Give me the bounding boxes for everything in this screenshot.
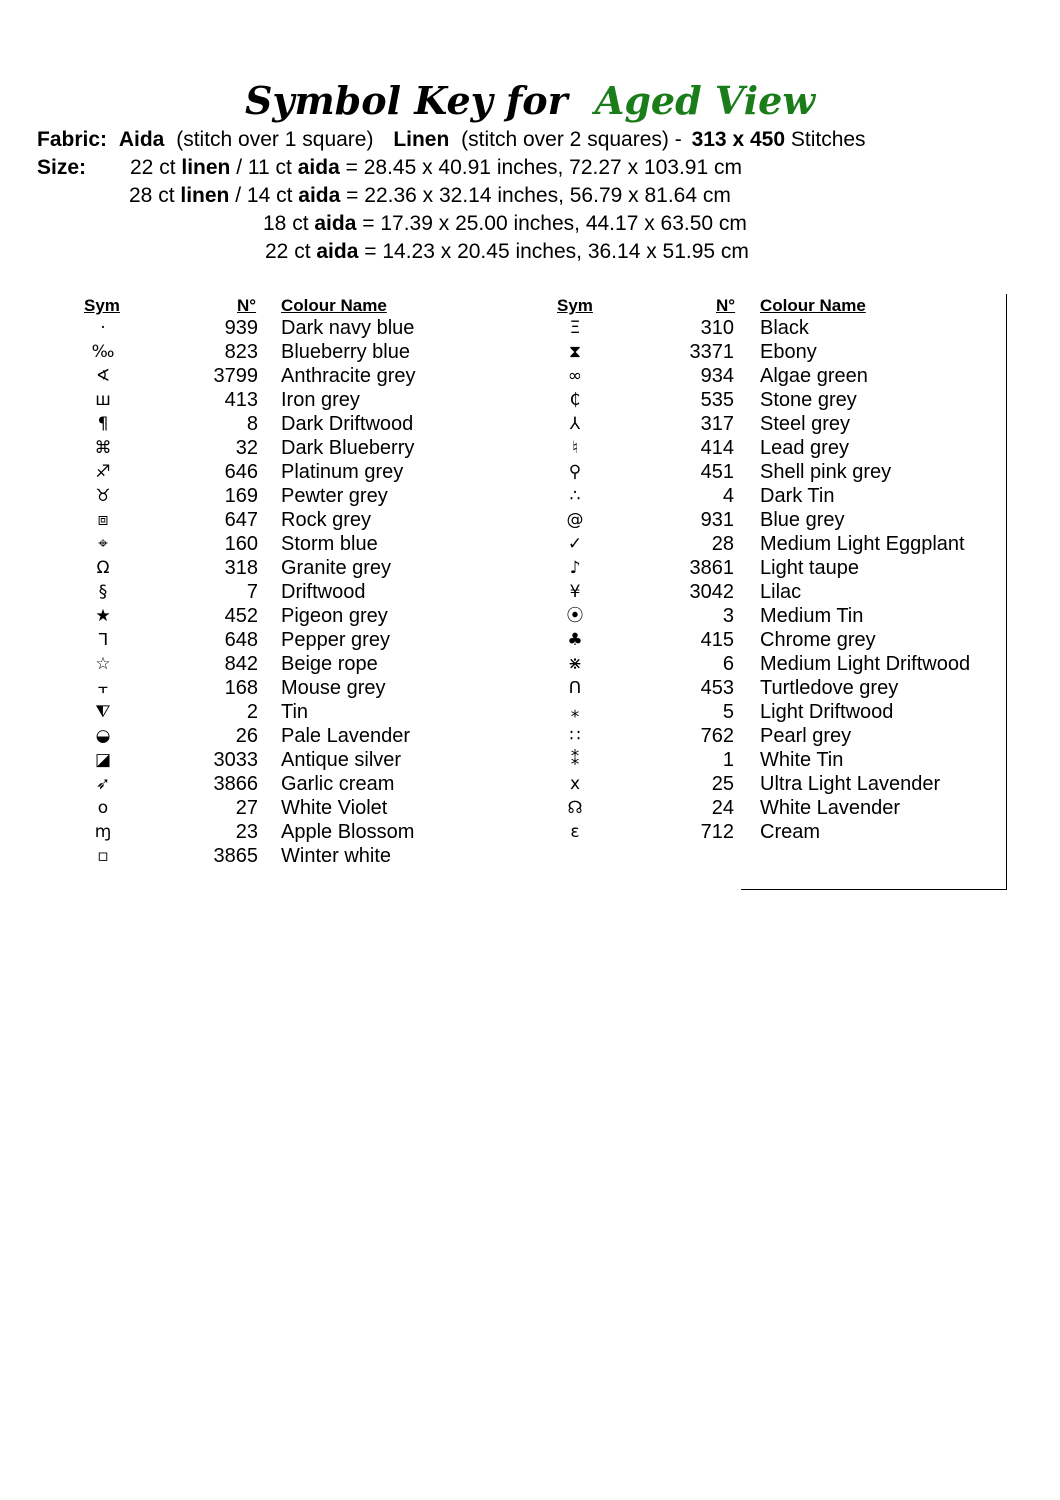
symbol-icon: ⧨ xyxy=(95,702,111,722)
thread-number: 4 xyxy=(722,485,734,507)
thread-number: 8 xyxy=(246,413,258,435)
size-line-1: 22 ct linen / 11 ct aida = 28.45 x 40.91 inches, 72.27 x 103.91 cm xyxy=(130,156,742,179)
colour-name: Rock grey xyxy=(281,509,372,531)
size-line-2: 28 ct linen / 14 ct aida = 22.36 x 32.14 inches, 56.79 x 81.64 cm xyxy=(129,184,731,207)
symbol-icon: ✓ xyxy=(567,534,583,554)
thread-number: 712 xyxy=(700,821,734,843)
thread-number: 842 xyxy=(224,653,258,675)
table-row xyxy=(0,628,1060,652)
thread-number: 939 xyxy=(224,317,258,339)
symbol-icon: ☊ xyxy=(567,798,583,818)
thread-number: 7 xyxy=(246,581,258,603)
colour-name: Black xyxy=(760,317,809,339)
thread-number: 823 xyxy=(224,341,258,363)
symbol-icon: ♣ xyxy=(567,630,583,650)
thread-number: 413 xyxy=(224,389,258,411)
colour-name: Anthracite grey xyxy=(281,365,416,387)
thread-number: 25 xyxy=(711,773,734,795)
symbol-icon: ♐ xyxy=(95,462,111,482)
symbol-icon: x xyxy=(569,774,581,794)
table-row xyxy=(0,676,1060,700)
colour-name: Chrome grey xyxy=(760,629,876,651)
thread-number: 3 xyxy=(722,605,734,627)
colour-name: Granite grey xyxy=(281,557,392,579)
colour-name: Blueberry blue xyxy=(281,341,410,363)
thread-number: 310 xyxy=(700,317,734,339)
thread-number: 3865 xyxy=(213,845,258,867)
colour-name: Ebony xyxy=(760,341,817,363)
right-header-name: Colour Name xyxy=(760,296,866,315)
colour-name: Blue grey xyxy=(760,509,845,531)
symbol-icon: ♪ xyxy=(569,558,581,578)
symbol-icon: ⫟ xyxy=(97,678,109,698)
table-row xyxy=(0,652,1060,676)
colour-name: Winter white xyxy=(281,845,392,867)
fabric-linen-note: (stitch over 2 squares) - xyxy=(461,128,682,151)
thread-number: 2 xyxy=(246,701,258,723)
colour-name: Light Driftwood xyxy=(760,701,894,723)
symbol-icon: ⧗ xyxy=(569,342,581,362)
colour-name: Pigeon grey xyxy=(281,605,388,627)
thread-number: 648 xyxy=(224,629,258,651)
symbol-icon: ¥ xyxy=(569,582,581,602)
colour-name: White Lavender xyxy=(760,797,901,819)
thread-number: 160 xyxy=(224,533,258,555)
symbol-icon: ☆ xyxy=(95,654,111,674)
page-title xyxy=(0,78,1060,124)
symbol-icon: @ xyxy=(566,510,584,530)
symbol-icon: ⁑ xyxy=(570,750,580,770)
thread-number: 934 xyxy=(700,365,734,387)
symbol-icon: ⌘ xyxy=(94,438,112,458)
symbol-icon: ★ xyxy=(95,606,111,626)
symbol-icon: ∞ xyxy=(567,366,583,386)
colour-name: Iron grey xyxy=(281,389,360,411)
table-right-border xyxy=(1006,294,1007,890)
symbol-icon: ∷ xyxy=(569,726,581,746)
table-row xyxy=(0,748,1060,772)
colour-name: Lilac xyxy=(760,581,802,603)
table-row xyxy=(0,436,1060,460)
colour-name: Cream xyxy=(760,821,821,843)
thread-number: 317 xyxy=(700,413,734,435)
thread-number: 3033 xyxy=(213,749,258,771)
symbol-icon: ⅄ xyxy=(569,414,581,434)
table-row xyxy=(0,364,1060,388)
colour-name: Medium Light Driftwood xyxy=(760,653,971,675)
symbol-icon: ➶ xyxy=(95,774,111,794)
thread-number: 27 xyxy=(235,797,258,819)
symbol-icon: ⋇ xyxy=(567,654,583,674)
symbol-icon: ⁎ xyxy=(570,702,580,722)
right-header-sym: Sym xyxy=(557,296,593,315)
thread-number: 24 xyxy=(711,797,734,819)
colour-name: Beige rope xyxy=(281,653,378,675)
table-row xyxy=(0,508,1060,532)
colour-name: Dark navy blue xyxy=(281,317,415,339)
pattern-name: Aged View xyxy=(594,78,816,123)
colour-name: Turtledove grey xyxy=(760,677,899,699)
colour-name: Algae green xyxy=(760,365,868,387)
fabric-line xyxy=(37,126,866,154)
left-header-name: Colour Name xyxy=(281,296,387,315)
thread-number: 5 xyxy=(722,701,734,723)
thread-number: 169 xyxy=(224,485,258,507)
left-header-sym: Sym xyxy=(84,296,120,315)
colour-name: Stone grey xyxy=(760,389,857,411)
symbol-icon: ᒣ xyxy=(97,630,109,650)
symbol-icon: ¶ xyxy=(97,414,109,434)
size-line-4: 22 ct aida = 14.23 x 20.45 inches, 36.14 x 51.95 cm xyxy=(265,240,749,263)
table-row xyxy=(0,460,1060,484)
thread-number: 453 xyxy=(700,677,734,699)
thread-number: 28 xyxy=(711,533,734,555)
thread-number: 3042 xyxy=(689,581,734,603)
colour-name: Dark Tin xyxy=(760,485,835,507)
symbol-icon: ⧈ xyxy=(97,510,109,530)
thread-number: 26 xyxy=(235,725,258,747)
thread-number: 3861 xyxy=(689,557,734,579)
symbol-icon: ◪ xyxy=(94,750,112,770)
left-header-num: N° xyxy=(237,296,257,315)
fabric-aida-note: (stitch over 1 square) xyxy=(176,128,374,151)
fabric-label: Fabric: xyxy=(37,128,108,151)
symbol-icon: ◒ xyxy=(95,726,111,746)
table-row xyxy=(0,316,1060,340)
thread-number: 931 xyxy=(700,509,734,531)
table-row xyxy=(0,724,1060,748)
thread-number: 1 xyxy=(722,749,734,771)
thread-number: 318 xyxy=(224,557,258,579)
colour-name: Platinum grey xyxy=(281,461,404,483)
fabric-aida: Aida xyxy=(118,128,165,151)
thread-number: 414 xyxy=(700,437,734,459)
right-header-num: N° xyxy=(716,296,736,315)
colour-name: Shell pink grey xyxy=(760,461,892,483)
thread-number: 646 xyxy=(224,461,258,483)
symbol-icon: § xyxy=(98,582,108,602)
table-row xyxy=(0,340,1060,364)
colour-name: White Violet xyxy=(281,797,388,819)
stitch-unit: Stitches xyxy=(790,128,866,151)
symbol-icon: ‰ xyxy=(91,342,115,362)
table-row xyxy=(0,556,1060,580)
colour-name: Tin xyxy=(281,701,309,723)
table-row xyxy=(0,820,1060,844)
symbol-icon: ▫ xyxy=(97,846,109,866)
colour-name: Pale Lavender xyxy=(281,725,410,747)
colour-name: Light taupe xyxy=(760,557,859,579)
thread-number: 3371 xyxy=(689,341,734,363)
table-bottom-border xyxy=(741,889,1007,890)
table-row xyxy=(0,604,1060,628)
title-prefix: Symbol Key for xyxy=(244,78,568,123)
colour-name: Garlic cream xyxy=(281,773,395,795)
table-row xyxy=(0,796,1060,820)
colour-name: Lead grey xyxy=(760,437,849,459)
colour-name: Dark Blueberry xyxy=(281,437,415,459)
thread-number: 535 xyxy=(700,389,734,411)
thread-number: 762 xyxy=(700,725,734,747)
colour-name: Pepper grey xyxy=(281,629,390,651)
table-row xyxy=(0,532,1060,556)
thread-number: 3799 xyxy=(213,365,258,387)
colour-name: White Tin xyxy=(760,749,844,771)
colour-name: Ultra Light Lavender xyxy=(760,773,941,795)
symbol-icon: ш xyxy=(95,390,111,410)
symbol-icon: ᑎ xyxy=(568,678,582,698)
thread-number: 3866 xyxy=(213,773,258,795)
colour-name: Antique silver xyxy=(281,749,402,771)
colour-name: Pearl grey xyxy=(760,725,852,747)
symbol-icon: Ω xyxy=(96,558,110,578)
fabric-linen: Linen xyxy=(393,128,450,151)
table-row xyxy=(0,772,1060,796)
colour-name: Driftwood xyxy=(281,581,366,603)
table-row xyxy=(0,388,1060,412)
symbol-icon: ♉ xyxy=(95,486,111,506)
colour-name: Storm blue xyxy=(281,533,378,555)
symbol-icon: ∢ xyxy=(95,366,111,386)
symbol-icon: ⦿ xyxy=(566,606,584,626)
colour-name: Medium Tin xyxy=(760,605,864,627)
symbol-icon: · xyxy=(100,318,106,338)
table-row xyxy=(0,484,1060,508)
table-row xyxy=(0,580,1060,604)
colour-name: Dark Driftwood xyxy=(281,413,414,435)
symbol-icon: ɱ xyxy=(94,822,112,842)
symbol-icon: Ξ xyxy=(569,318,581,338)
thread-number: 647 xyxy=(224,509,258,531)
table-row xyxy=(0,700,1060,724)
symbol-icon: ₵ xyxy=(569,390,581,410)
thread-number: 451 xyxy=(700,461,734,483)
colour-name: Steel grey xyxy=(760,413,851,435)
size-line-3: 18 ct aida = 17.39 x 25.00 inches, 44.17 x 63.50 cm xyxy=(263,212,747,235)
thread-number: 452 xyxy=(224,605,258,627)
size-label: Size: xyxy=(37,156,87,179)
colour-name: Apple Blossom xyxy=(281,821,415,843)
table-row xyxy=(0,844,1060,868)
symbol-icon: ⌖ xyxy=(98,534,108,554)
symbol-icon: ∴ xyxy=(569,486,581,506)
symbol-icon: ♮ xyxy=(571,438,579,458)
thread-number: 23 xyxy=(235,821,258,843)
colour-name: Mouse grey xyxy=(281,677,386,699)
thread-number: 6 xyxy=(722,653,734,675)
stitch-count: 313 x 450 xyxy=(691,128,786,151)
symbol-icon: ɛ xyxy=(570,822,580,842)
colour-name: Medium Light Eggplant xyxy=(760,533,965,555)
table-row xyxy=(0,412,1060,436)
thread-number: 168 xyxy=(224,677,258,699)
thread-number: 415 xyxy=(700,629,734,651)
symbol-icon: o xyxy=(97,798,109,818)
colour-name: Pewter grey xyxy=(281,485,388,507)
thread-number: 32 xyxy=(235,437,258,459)
symbol-icon: ⚲ xyxy=(568,462,582,482)
